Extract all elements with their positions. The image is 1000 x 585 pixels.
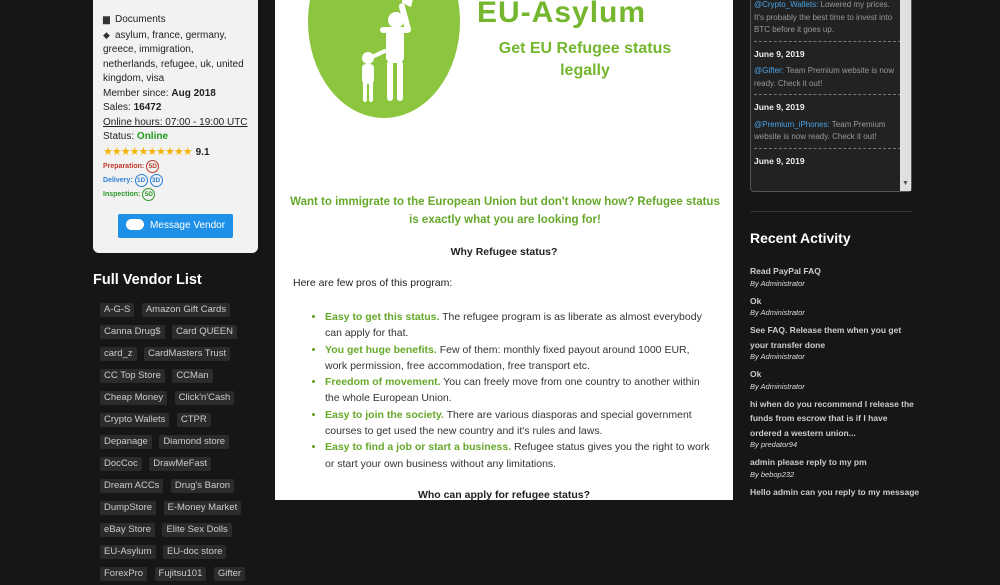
news-text: Lowered my prices. It's probably the best time to invest into BTC before it goes up.	[754, 0, 893, 34]
online-hours: Online hours: 07:00 - 19:00 UTC	[103, 116, 248, 128]
list-item	[325, 439, 711, 472]
activity-author: By Administrator	[750, 308, 805, 317]
activity-text[interactable]: admin please reply to my pm	[750, 457, 867, 467]
divider	[750, 211, 912, 212]
pros-intro: Here are few pros of this program:	[293, 277, 453, 289]
vendor-list-item[interactable]: CardMasters Trust	[144, 347, 230, 361]
news-text: Team Premium website is now ready. Check it out!	[754, 66, 895, 88]
activity-author: By Administrator	[750, 352, 805, 361]
intro-text: Want to immigrate to the European Union but don't know how? Refugee status is exactly what you are looking for!	[290, 196, 720, 226]
list-item[interactable]	[750, 367, 920, 392]
vendor-list-item[interactable]: Dream ACCs	[100, 479, 163, 493]
why-heading: Why Refugee status?	[450, 246, 558, 258]
pros-list	[311, 309, 711, 472]
vendor-list-item[interactable]: CCMan	[172, 369, 212, 383]
vendor-list-item[interactable]: Card QUEEN	[172, 325, 237, 339]
pro-text: Few of them: monthly fixed payout around 1000 EUR, work permission, free accommodation, free transport etc.	[325, 343, 690, 372]
vendor-list-item[interactable]: Amazon Gift Cards	[142, 303, 230, 317]
list-item	[325, 309, 711, 342]
pro-text: Refugee status gives you the right to work or start your own business without any limitations.	[325, 441, 710, 470]
vendor-list	[100, 299, 270, 585]
preparation-badge: 5D	[146, 160, 159, 173]
list-item[interactable]	[750, 323, 920, 362]
activity-author: By bebop232	[750, 469, 795, 479]
list-item	[325, 407, 711, 440]
inspection-badge: 5D	[142, 188, 155, 201]
vendor-list-item[interactable]: Diamond store	[159, 435, 229, 449]
vendor-list-item[interactable]: EU-Asylum	[100, 545, 156, 559]
vendor-list-item[interactable]: Cheap Money	[100, 391, 167, 405]
list-item[interactable]	[750, 455, 920, 480]
news-feed-content	[754, 0, 901, 172]
message-vendor-label: Message Vendor	[149, 220, 226, 231]
preparation-label: Preparation:	[103, 163, 145, 170]
activity-text[interactable]: Ok	[750, 295, 762, 306]
pro-text: There are various diasporas and special government courses to get used the new country and it's rules and laws.	[325, 408, 692, 438]
news-handle[interactable]: @Gifter:	[754, 66, 784, 75]
news-feed-box[interactable]	[750, 0, 912, 192]
list-item[interactable]	[750, 397, 920, 451]
vendor-tags: asylum, france, germany, greece, immigration, netherlands, refugee, uk, united kingdom, visa	[103, 29, 244, 84]
list-item	[325, 374, 711, 407]
activity-text[interactable]: Hello admin can you reply to my message	[750, 486, 920, 497]
vendor-list-item[interactable]: DumpStore	[100, 501, 156, 515]
vendor-list-item[interactable]: Elite Sex Dolls	[162, 523, 231, 537]
delivery-label: Delivery:	[103, 177, 133, 184]
activity-author: By predator94	[750, 440, 798, 449]
list-item	[325, 342, 711, 375]
vendor-list-item[interactable]: Drug's Baron	[171, 479, 234, 493]
logo-subtitle: Get EU Refugee status legally	[498, 40, 672, 79]
delivery-badge-max: 3D	[150, 174, 163, 187]
vendor-list-item[interactable]: Canna Drug$	[100, 325, 165, 339]
list-item[interactable]	[750, 485, 920, 500]
recent-activity-list	[750, 264, 920, 504]
family-silhouette-icon	[308, 0, 460, 118]
vendor-list-item[interactable]: DrawMeFast	[149, 457, 211, 471]
activity-author: By Administrator	[750, 278, 805, 288]
activity-text[interactable]: Ok	[750, 369, 762, 379]
pro-text: The refugee program is as liberate as almost everybody can apply for that.	[325, 311, 702, 340]
tag-icon: ◆	[103, 29, 110, 40]
news-entry	[754, 65, 901, 90]
vendor-info-card	[93, 0, 258, 253]
member-since-label: Member since:	[103, 87, 169, 99]
who-heading: Who can apply for refugee status?	[417, 489, 591, 501]
chat-bubble-icon	[126, 219, 144, 230]
news-entry	[754, 0, 901, 37]
vendor-list-item[interactable]: E-Money Market	[164, 501, 242, 515]
vendor-list-item[interactable]: CTPR	[177, 413, 211, 427]
divider	[754, 41, 901, 42]
family-logo-icon	[308, 0, 460, 118]
sales-label: Sales:	[103, 102, 131, 113]
vendor-list-item[interactable]: Crypto Wallets	[100, 413, 169, 427]
folder-icon: ▆	[103, 14, 110, 24]
vendor-list-item[interactable]: CC Top Store	[100, 369, 165, 383]
delivery-badge-min: 1D	[135, 174, 148, 187]
news-date: June 9, 2019	[754, 48, 805, 59]
news-handle[interactable]: @Crypto_Wallets:	[754, 0, 819, 9]
inspection-label: Inspection:	[103, 191, 141, 198]
logo-title: EU-Asylum	[477, 0, 647, 29]
vendor-list-item[interactable]: Click'n'Cash	[175, 391, 235, 405]
vendor-list-item[interactable]: card_z	[100, 347, 137, 361]
news-date: June 9, 2019	[754, 155, 805, 166]
vendor-list-item[interactable]: A-G-S	[100, 303, 134, 317]
vendor-list-item[interactable]: eBay Store	[100, 523, 155, 537]
pro-highlight: Easy to get this status.	[325, 311, 440, 323]
rating-value: 9.1	[195, 146, 210, 158]
member-since-value: Aug 2018	[171, 87, 216, 99]
activity-text[interactable]: Read PayPal FAQ	[750, 266, 821, 276]
vendor-list-item[interactable]: EU-doc store	[163, 545, 226, 559]
activity-author: By Administrator	[750, 381, 805, 391]
sales-value: 16472	[133, 102, 162, 113]
vendor-list-item[interactable]: Gifter	[214, 567, 245, 581]
divider	[754, 94, 901, 95]
divider	[754, 148, 901, 149]
pro-highlight: Easy to join the society.	[325, 408, 444, 421]
vendor-list-item[interactable]: Fujitsu101	[155, 567, 207, 581]
message-vendor-button[interactable]	[118, 214, 233, 238]
pro-highlight: Easy to find a job or start a business.	[325, 441, 512, 454]
pro-highlight: You get huge benefits.	[325, 343, 437, 356]
status-badge: Online	[136, 131, 169, 142]
pro-highlight: Freedom of movement.	[325, 376, 441, 389]
vendor-list-item[interactable]: Depanage	[100, 435, 152, 449]
news-date: June 9, 2019	[754, 102, 805, 112]
news-scrollbar[interactable]	[900, 0, 911, 191]
news-text: Team Premium website is now ready. Check it out!	[754, 119, 886, 141]
activity-text[interactable]: hi when do you recommend I release the funds from escrow that is if I have ordered a western union...	[750, 398, 914, 438]
status-label: Status:	[103, 131, 135, 142]
listing-description	[275, 0, 733, 500]
vendor-list-item[interactable]: DocCoc	[100, 457, 142, 471]
list-item[interactable]	[750, 264, 920, 289]
vendor-list-item[interactable]: ForexPro	[100, 567, 147, 581]
activity-text[interactable]: See FAQ. Release them when you get your transfer done	[750, 325, 902, 350]
news-handle[interactable]: @Premium_iPhones:	[754, 119, 830, 129]
vendor-list-title: Full Vendor List	[93, 272, 202, 288]
list-item[interactable]	[750, 294, 920, 319]
news-entry	[754, 119, 901, 144]
pro-text: You can freely move from one country to another within the whole European Union.	[325, 376, 700, 405]
recent-activity-title: Recent Activity	[750, 230, 851, 246]
rating-stars-icon: ★★★★★★★★★★	[103, 145, 192, 158]
chevron-down-icon[interactable]: ▼	[902, 180, 909, 187]
vendor-category[interactable]: Documents	[115, 14, 166, 25]
